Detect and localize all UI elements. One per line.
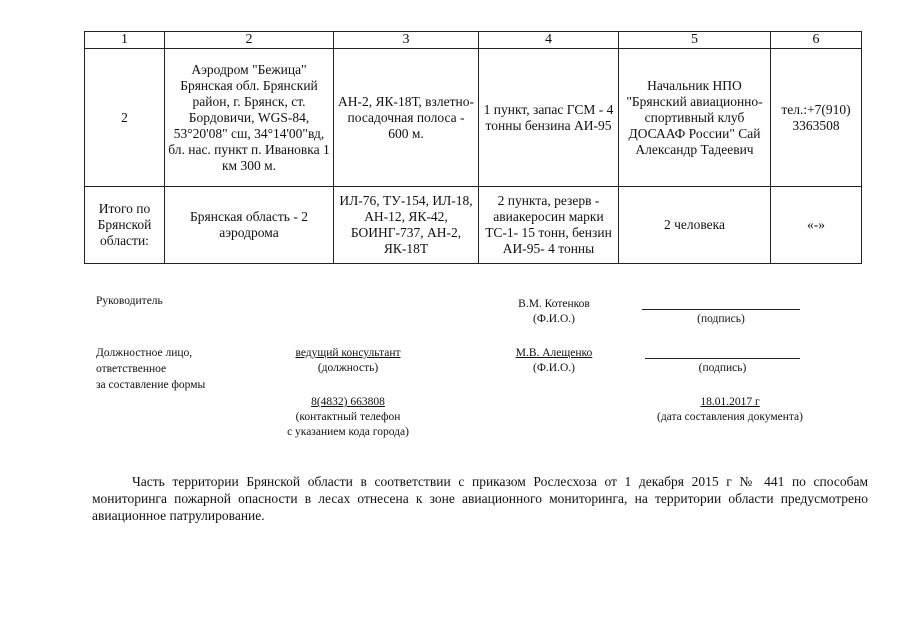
table-row xyxy=(85,49,862,187)
head-label: Руководитель xyxy=(96,295,163,307)
header-cell: 3 xyxy=(334,32,479,49)
note-paragraph: Часть территории Брянской области в соответствии с приказом Рослесхоза от 1 декабря 2015 г № 441 по способам мониторинга пожарной опасности в лесах отнесена к зоне авиационного мониторинга, на территории области предусмотрено авиационное патрулирование. xyxy=(92,474,868,523)
head-name: В.М. Котенков xyxy=(518,298,590,310)
phone-caption-1: (контактный телефон xyxy=(295,411,401,423)
fio-caption: (Ф.И.О.) xyxy=(533,313,575,325)
header-cell: 6 xyxy=(771,32,862,49)
signature-line xyxy=(642,309,800,310)
position-caption: (должность) xyxy=(317,362,379,374)
phone-cell: «-» xyxy=(771,187,862,264)
date-caption: (дата составления документа) xyxy=(656,411,803,423)
table-total-row xyxy=(85,187,862,264)
official-name: М.В. Алещенко xyxy=(515,347,593,359)
airfield-cell: Аэродром "Бежица" Брянская обл. Брянский район, г. Брянск, ст. Бордовичи, WGS-84, 53°20'08" сш, 34°14'00"вд, бл. нас. пункт п. Ивановка 1 км 300 м. xyxy=(165,49,334,187)
date-value: 18.01.2017 г xyxy=(700,396,760,408)
signature-line xyxy=(645,358,800,359)
phone-value: 8(4832) 663808 xyxy=(311,396,385,408)
official-label-1: Должностное лицо, xyxy=(96,347,193,359)
aircraft-cell: АН-2, ЯК-18Т, взлетно-посадочная полоса - 600 м. xyxy=(334,49,479,187)
total-label-cell: Итого по Брянской области: xyxy=(85,187,165,264)
header-cell: 1 xyxy=(85,32,165,49)
head-cell: Начальник НПО "Брянский авиационно-спортивный клуб ДОСААФ России" Сай Александр Тадеевич xyxy=(619,49,771,187)
official-label-3: за составление формы xyxy=(96,379,206,391)
signature-caption: (подпись) xyxy=(698,362,747,374)
header-cell: 4 xyxy=(479,32,619,49)
people-cell: 2 человека xyxy=(619,187,771,264)
table-header-row xyxy=(85,32,862,49)
airfields-table xyxy=(84,31,862,264)
header-cell: 2 xyxy=(165,32,334,49)
phone-caption-2: с указанием кода города) xyxy=(287,426,409,438)
fuel-cell: 1 пункт, запас ГСМ - 4 тонны бензина АИ-95 xyxy=(479,49,619,187)
aircraft-cell: ИЛ-76, ТУ-154, ИЛ-18, АН-12, ЯК-42, БОИНГ-737, АН-2, ЯК-18Т xyxy=(334,187,479,264)
fuel-cell: 2 пункта, резерв - авиакеросин марки ТС-1- 15 тонн, бензин АИ-95- 4 тонны xyxy=(479,187,619,264)
row-number-cell: 2 xyxy=(85,49,165,187)
fio-caption: (Ф.И.О.) xyxy=(533,362,575,374)
position-value: ведущий консультант xyxy=(295,347,401,359)
region-cell: Брянская область - 2 аэродрома xyxy=(165,187,334,264)
header-cell: 5 xyxy=(619,32,771,49)
signature-caption: (подпись) xyxy=(697,313,745,325)
official-label-2: ответственное xyxy=(96,363,167,375)
phone-cell: тел.:+7(910) 3363508 xyxy=(771,49,862,187)
